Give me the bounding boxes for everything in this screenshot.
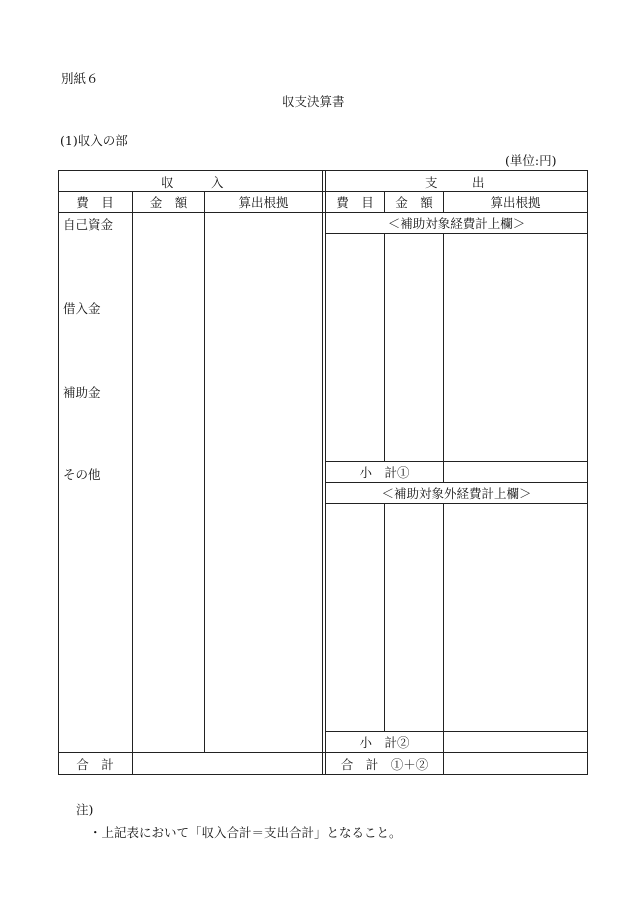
expense-col-amount: 金 額 [395,195,433,210]
document-title: 収支決算書 [282,94,345,109]
subtotal-1-label: 小 計① [359,465,410,480]
expense-heading-left: 支 [425,175,438,190]
unit-label: (単位:円) [505,153,557,168]
expense-col-category: 費 目 [336,195,374,210]
subsidized-section-label: ＜補助対象経費計上欄＞ [387,216,526,231]
expense-col-basis: 算出根拠 [490,195,541,210]
income-heading-left: 収 [161,175,174,190]
expense-heading-right: 出 [472,175,485,190]
income-item-other: その他 [63,467,101,482]
subtotal-2-label: 小 計② [359,735,410,750]
income-col-amount: 金 額 [149,195,188,210]
notes-heading: 注) [76,802,94,817]
income-heading-right: 入 [211,175,224,190]
non-subsidized-section-label: ＜補助対象外経費計上欄＞ [381,486,532,501]
income-col-basis: 算出根拠 [238,195,289,210]
income-item-loan: 借入金 [63,301,101,316]
note-item: ・上記表において「収入合計＝支出合計」となること。 [89,825,402,840]
income-item-subsidy: 補助金 [63,385,101,400]
income-item-own-funds: 自己資金 [63,217,114,232]
income-col-category: 費 目 [76,195,114,210]
form-number: 別紙６ [61,71,99,86]
expense-total-label: 合 計 ①＋② [340,756,429,772]
income-total-label: 合 計 [76,756,114,772]
section-heading: (1)収入の部 [60,133,128,148]
